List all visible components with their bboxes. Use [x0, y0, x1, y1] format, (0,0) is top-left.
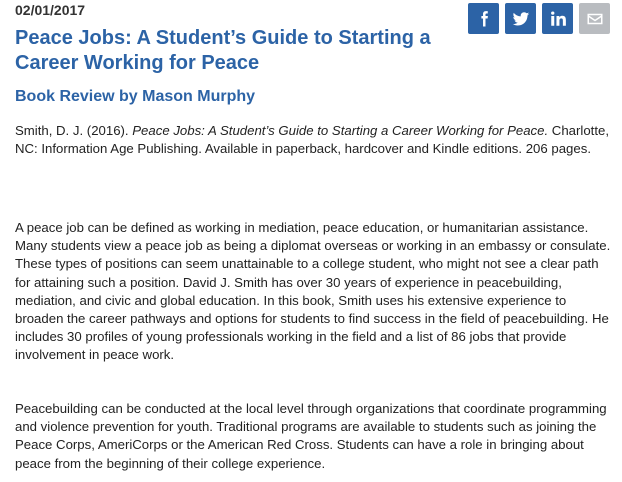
linkedin-icon	[549, 10, 567, 28]
email-share-button[interactable]	[579, 3, 610, 34]
share-buttons	[468, 3, 610, 34]
twitter-share-button[interactable]	[505, 3, 536, 34]
facebook-icon	[475, 10, 493, 28]
facebook-share-button[interactable]	[468, 3, 499, 34]
citation-book-title: Peace Jobs: A Student’s Guide to Starting a Career Working for Peace.	[132, 123, 549, 138]
citation-publisher: Charlotte, NC: Information Age Publishing. Available in paperback, hardcover and Kindle editions. 206 pages.	[15, 123, 609, 156]
body-paragraph: Peacebuilding can be conducted at the local level through organizations that coordinate programming and violence prevention for youth. Traditional programs are available to students such as joining the Peace Corps, AmeriCorps or the American Red Cross. Students can have a role in bringing about peace from the beginning of their college experience.	[15, 401, 607, 471]
article-title: Peace Jobs: A Student’s Guide to Starting a Career Working for Peace	[15, 27, 431, 74]
body-paragraph: A peace job can be defined as working in mediation, peace education, or humanitarian assistance. Many students view a peace job as being a diplomat overseas or working in an embassy or consulate. These types of positions can seem unattainable to a college student, who might not see a clear path for attaining such a position. David J. Smith has over 30 years of experience in peacebuilding, mediation, and civic and global education. In this book, Smith uses his extensive experience to broaden the career pathways and options for students to find success in the field of peacebuilding. He includes 30 profiles of young professionals working in the field and a list of 86 jobs that provide involvement in peace work.	[15, 220, 611, 363]
twitter-icon	[512, 10, 530, 28]
email-icon	[586, 10, 604, 28]
publish-date: 02/01/2017	[15, 2, 86, 18]
citation-authors: Smith, D. J. (2016).	[15, 123, 133, 138]
book-citation	[15, 122, 615, 158]
article-subtitle: Book Review by Mason Murphy	[15, 88, 256, 105]
linkedin-share-button[interactable]	[542, 3, 573, 34]
